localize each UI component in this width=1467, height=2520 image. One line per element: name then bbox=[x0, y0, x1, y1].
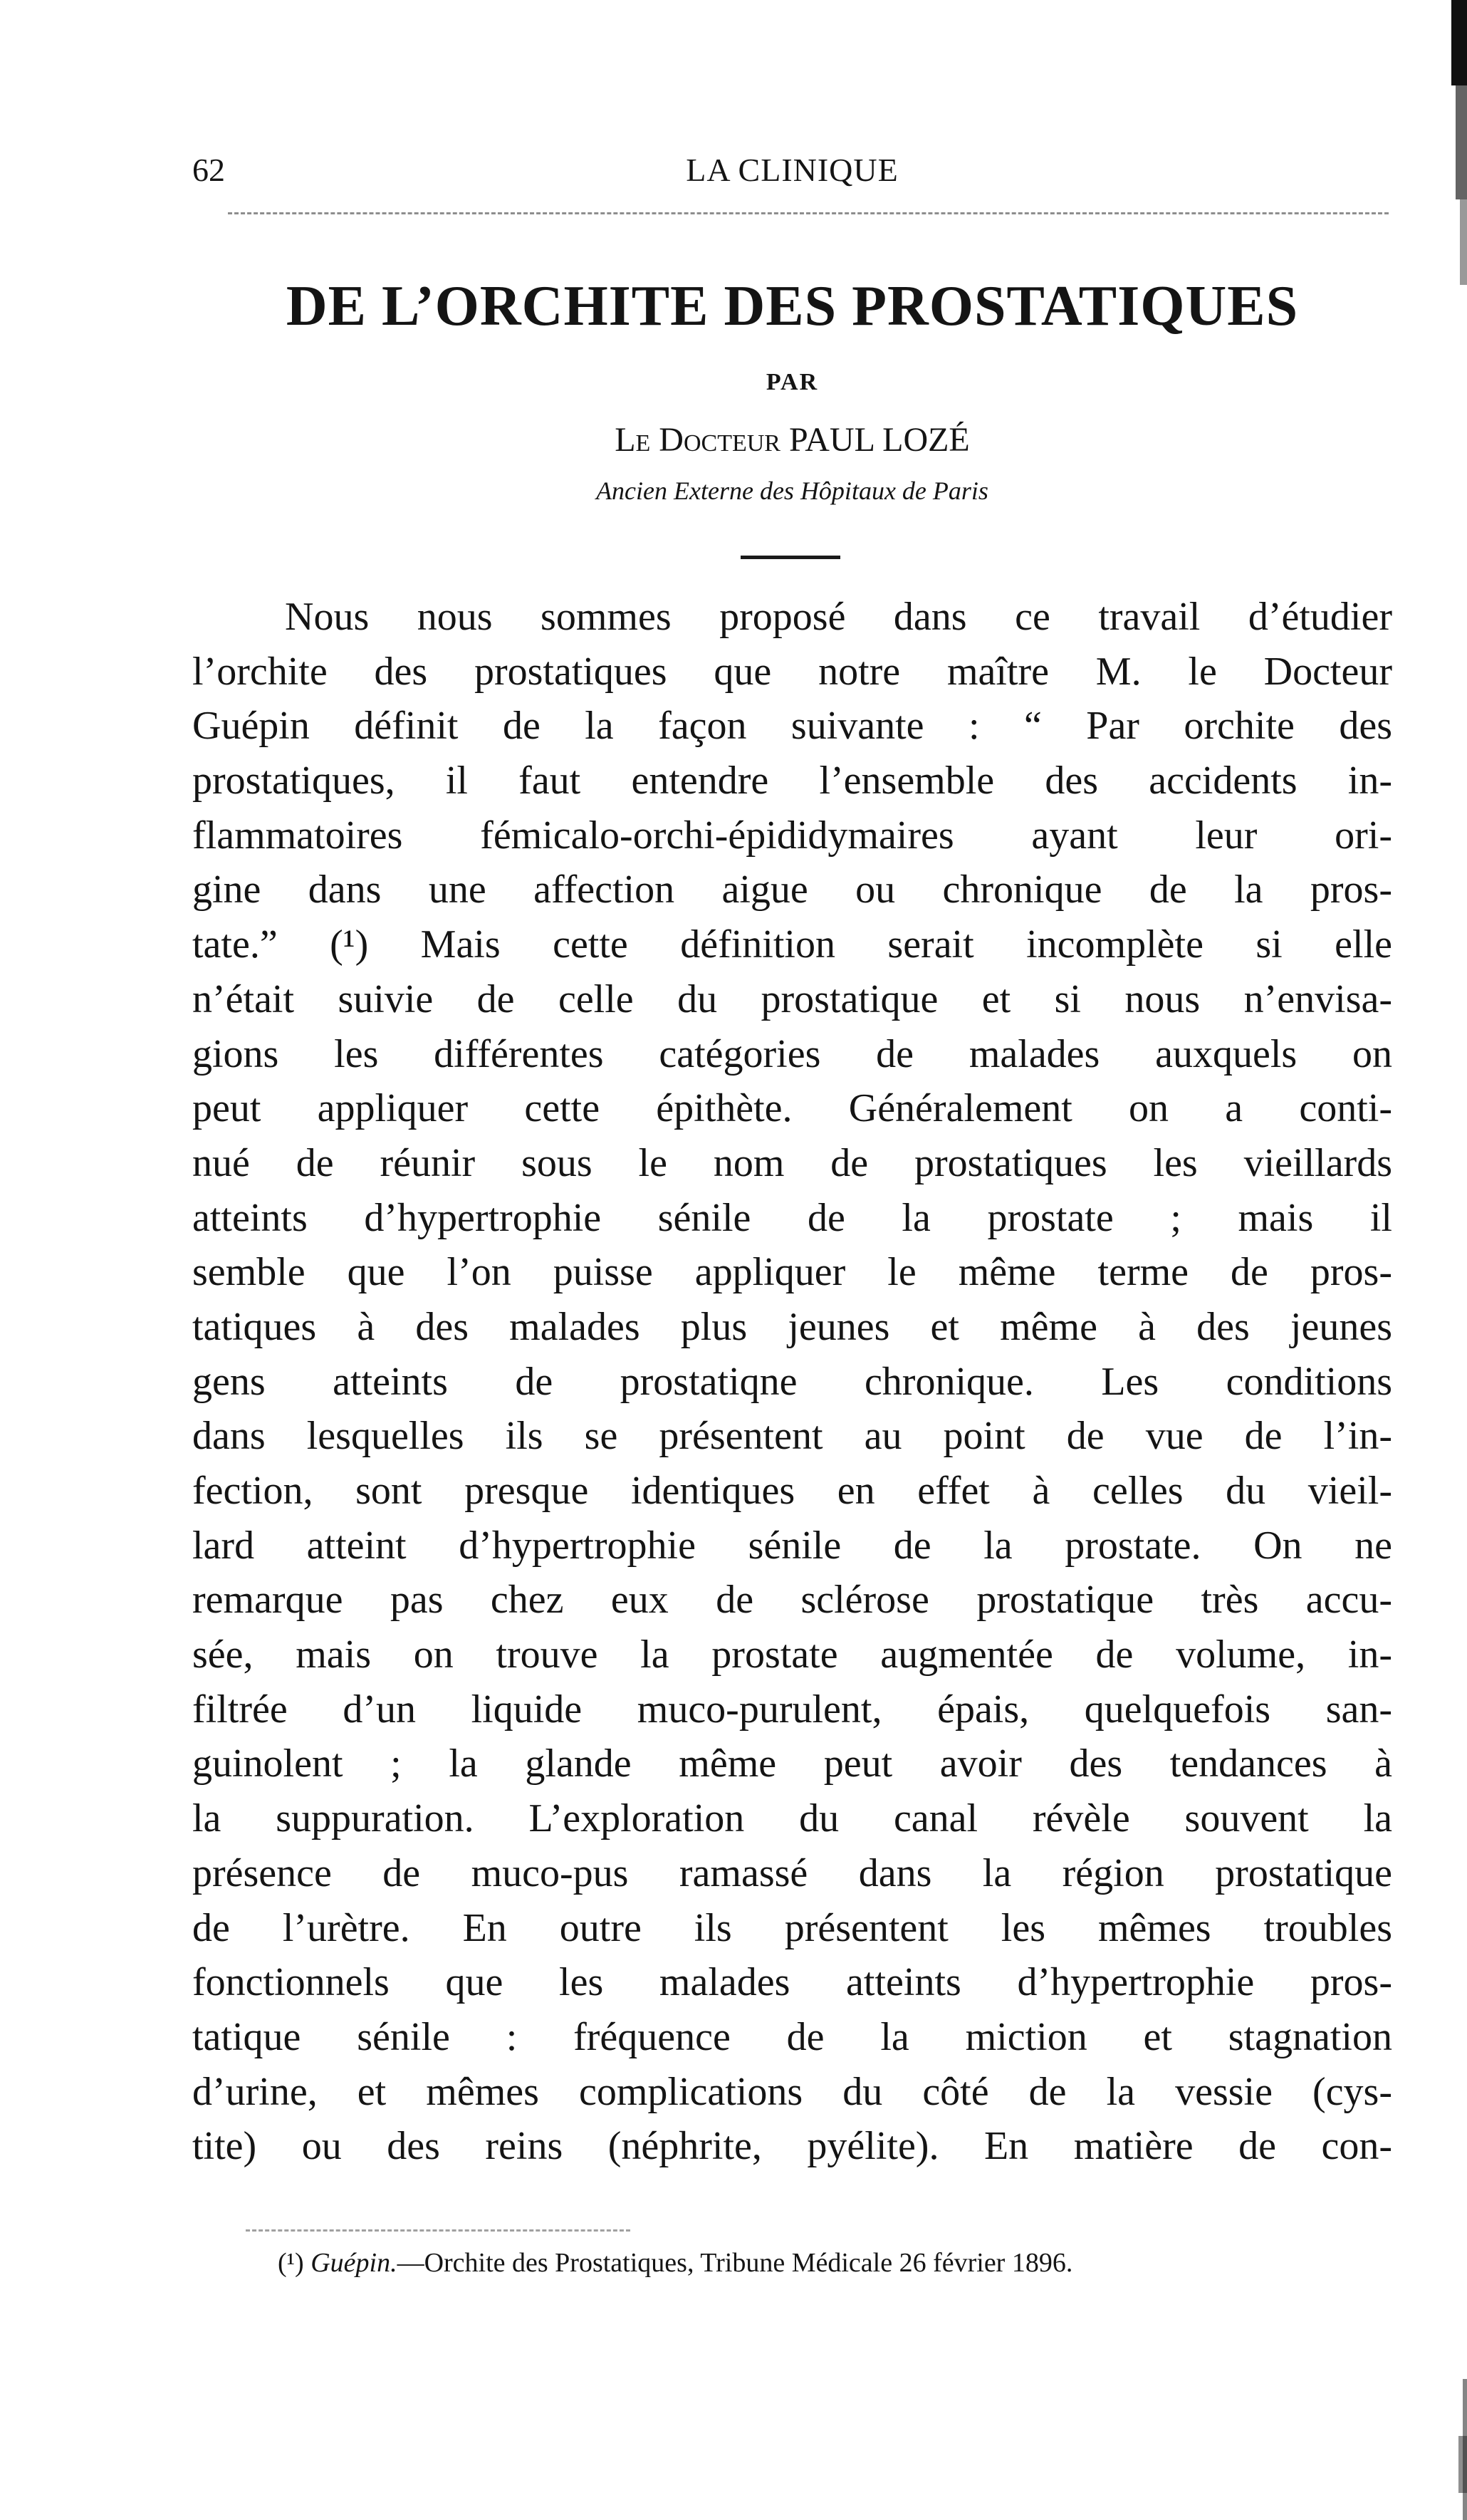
text-line: filtrée d’un liquide muco-purulent, épais, quelquefois san- bbox=[192, 1687, 1392, 1732]
text-line: fection, sont presque identiques en effet à celles du vieil- bbox=[192, 1469, 1392, 1513]
byline-par: PAR bbox=[766, 369, 819, 395]
footnote-marker: (¹) bbox=[278, 2248, 304, 2278]
text-line: gions les différentes catégories de malades auxquels on bbox=[192, 1031, 1392, 1076]
text-line: tite) ou des reins (néphrite, pyélite). En matière de con- bbox=[192, 2124, 1392, 2169]
text-line: prostatiques, il faut entendre l’ensemble des accidents in- bbox=[192, 759, 1392, 803]
text-line: sée, mais on trouve la prostate augmentée de volume, in- bbox=[192, 1633, 1392, 1677]
text-line: d’urine, et mêmes complications du côté de la vessie (cys- bbox=[192, 2069, 1392, 2114]
text-line: l’orchite des prostatiques que notre maître M. le Docteur bbox=[192, 649, 1392, 694]
scan-edge-artifact bbox=[1403, 0, 1467, 2520]
title-divider bbox=[741, 556, 840, 559]
text-line: tate.” (¹) Mais cette définition serait incomplète si elle bbox=[192, 922, 1392, 967]
header-rule bbox=[228, 212, 1389, 214]
page-number: 62 bbox=[192, 152, 225, 188]
text-line: atteints d’hypertrophie sénile de la prostate ; mais il bbox=[192, 1195, 1392, 1240]
footnote-text: —Orchite des Prostatiques, Tribune Médicale 26 février 1896. bbox=[397, 2248, 1073, 2278]
text-line: tatique sénile : fréquence de la miction et stagnation bbox=[192, 2014, 1392, 2059]
body-paragraph bbox=[192, 590, 1392, 2174]
author-name: Le Docteur PAUL LOZÉ bbox=[615, 421, 970, 459]
text-line: gine dans une affection aigue ou chronique de la pros- bbox=[192, 868, 1392, 912]
text-line: dans lesquelles ils se présentent au point de vue de l’in- bbox=[192, 1414, 1392, 1459]
text-line: fonctionnels que les malades atteints d’hypertrophie pros- bbox=[192, 1960, 1392, 2005]
text-line: présence de muco-pus ramassé dans la région prostatique bbox=[192, 1850, 1392, 1895]
author-affiliation: Ancien Externe des Hôpitaux de Paris bbox=[596, 477, 988, 505]
text-line: la suppuration. L’exploration du canal révèle souvent la bbox=[192, 1796, 1392, 1841]
article-title: DE L’ORCHITE DES PROSTATIQUES bbox=[286, 275, 1299, 338]
text-line: gens atteints de prostatiqne chronique. Les conditions bbox=[192, 1359, 1392, 1404]
text-line: n’était suivie de celle du prostatique et si nous n’envisa- bbox=[192, 977, 1392, 1021]
text-line: remarque pas chez eux de sclérose prostatique très accu- bbox=[192, 1578, 1392, 1623]
running-head bbox=[192, 142, 1392, 199]
journal-title: LA CLINIQUE bbox=[686, 152, 899, 188]
text-line: lard atteint d’hypertrophie sénile de la prostate. On ne bbox=[192, 1523, 1392, 1568]
text-line: Nous nous sommes proposé dans ce travail d’étudier bbox=[285, 595, 1392, 639]
text-line: de l’urètre. En outre ils présentent les mêmes troubles bbox=[192, 1905, 1392, 1950]
text-line: guinolent ; la glande même peut avoir des tendances à bbox=[192, 1741, 1392, 1786]
footnote bbox=[278, 2247, 1389, 2279]
text-line: nué de réunir sous le nom de prostatiques les vieillards bbox=[192, 1140, 1392, 1185]
text-line: tatiques à des malades plus jeunes et même à des jeunes bbox=[192, 1304, 1392, 1349]
text-line: flammatoires fémicalo-orchi-épididymaires ayant leur ori- bbox=[192, 813, 1392, 858]
text-line: peut appliquer cette épithète. Généralement on a conti- bbox=[192, 1086, 1392, 1131]
footnote-rule bbox=[246, 2229, 630, 2232]
text-line: Guépin définit de la façon suivante : “ Par orchite des bbox=[192, 704, 1392, 749]
footnote-author: Guépin. bbox=[310, 2248, 397, 2278]
text-line: semble que l’on puisse appliquer le même terme de pros- bbox=[192, 1250, 1392, 1295]
